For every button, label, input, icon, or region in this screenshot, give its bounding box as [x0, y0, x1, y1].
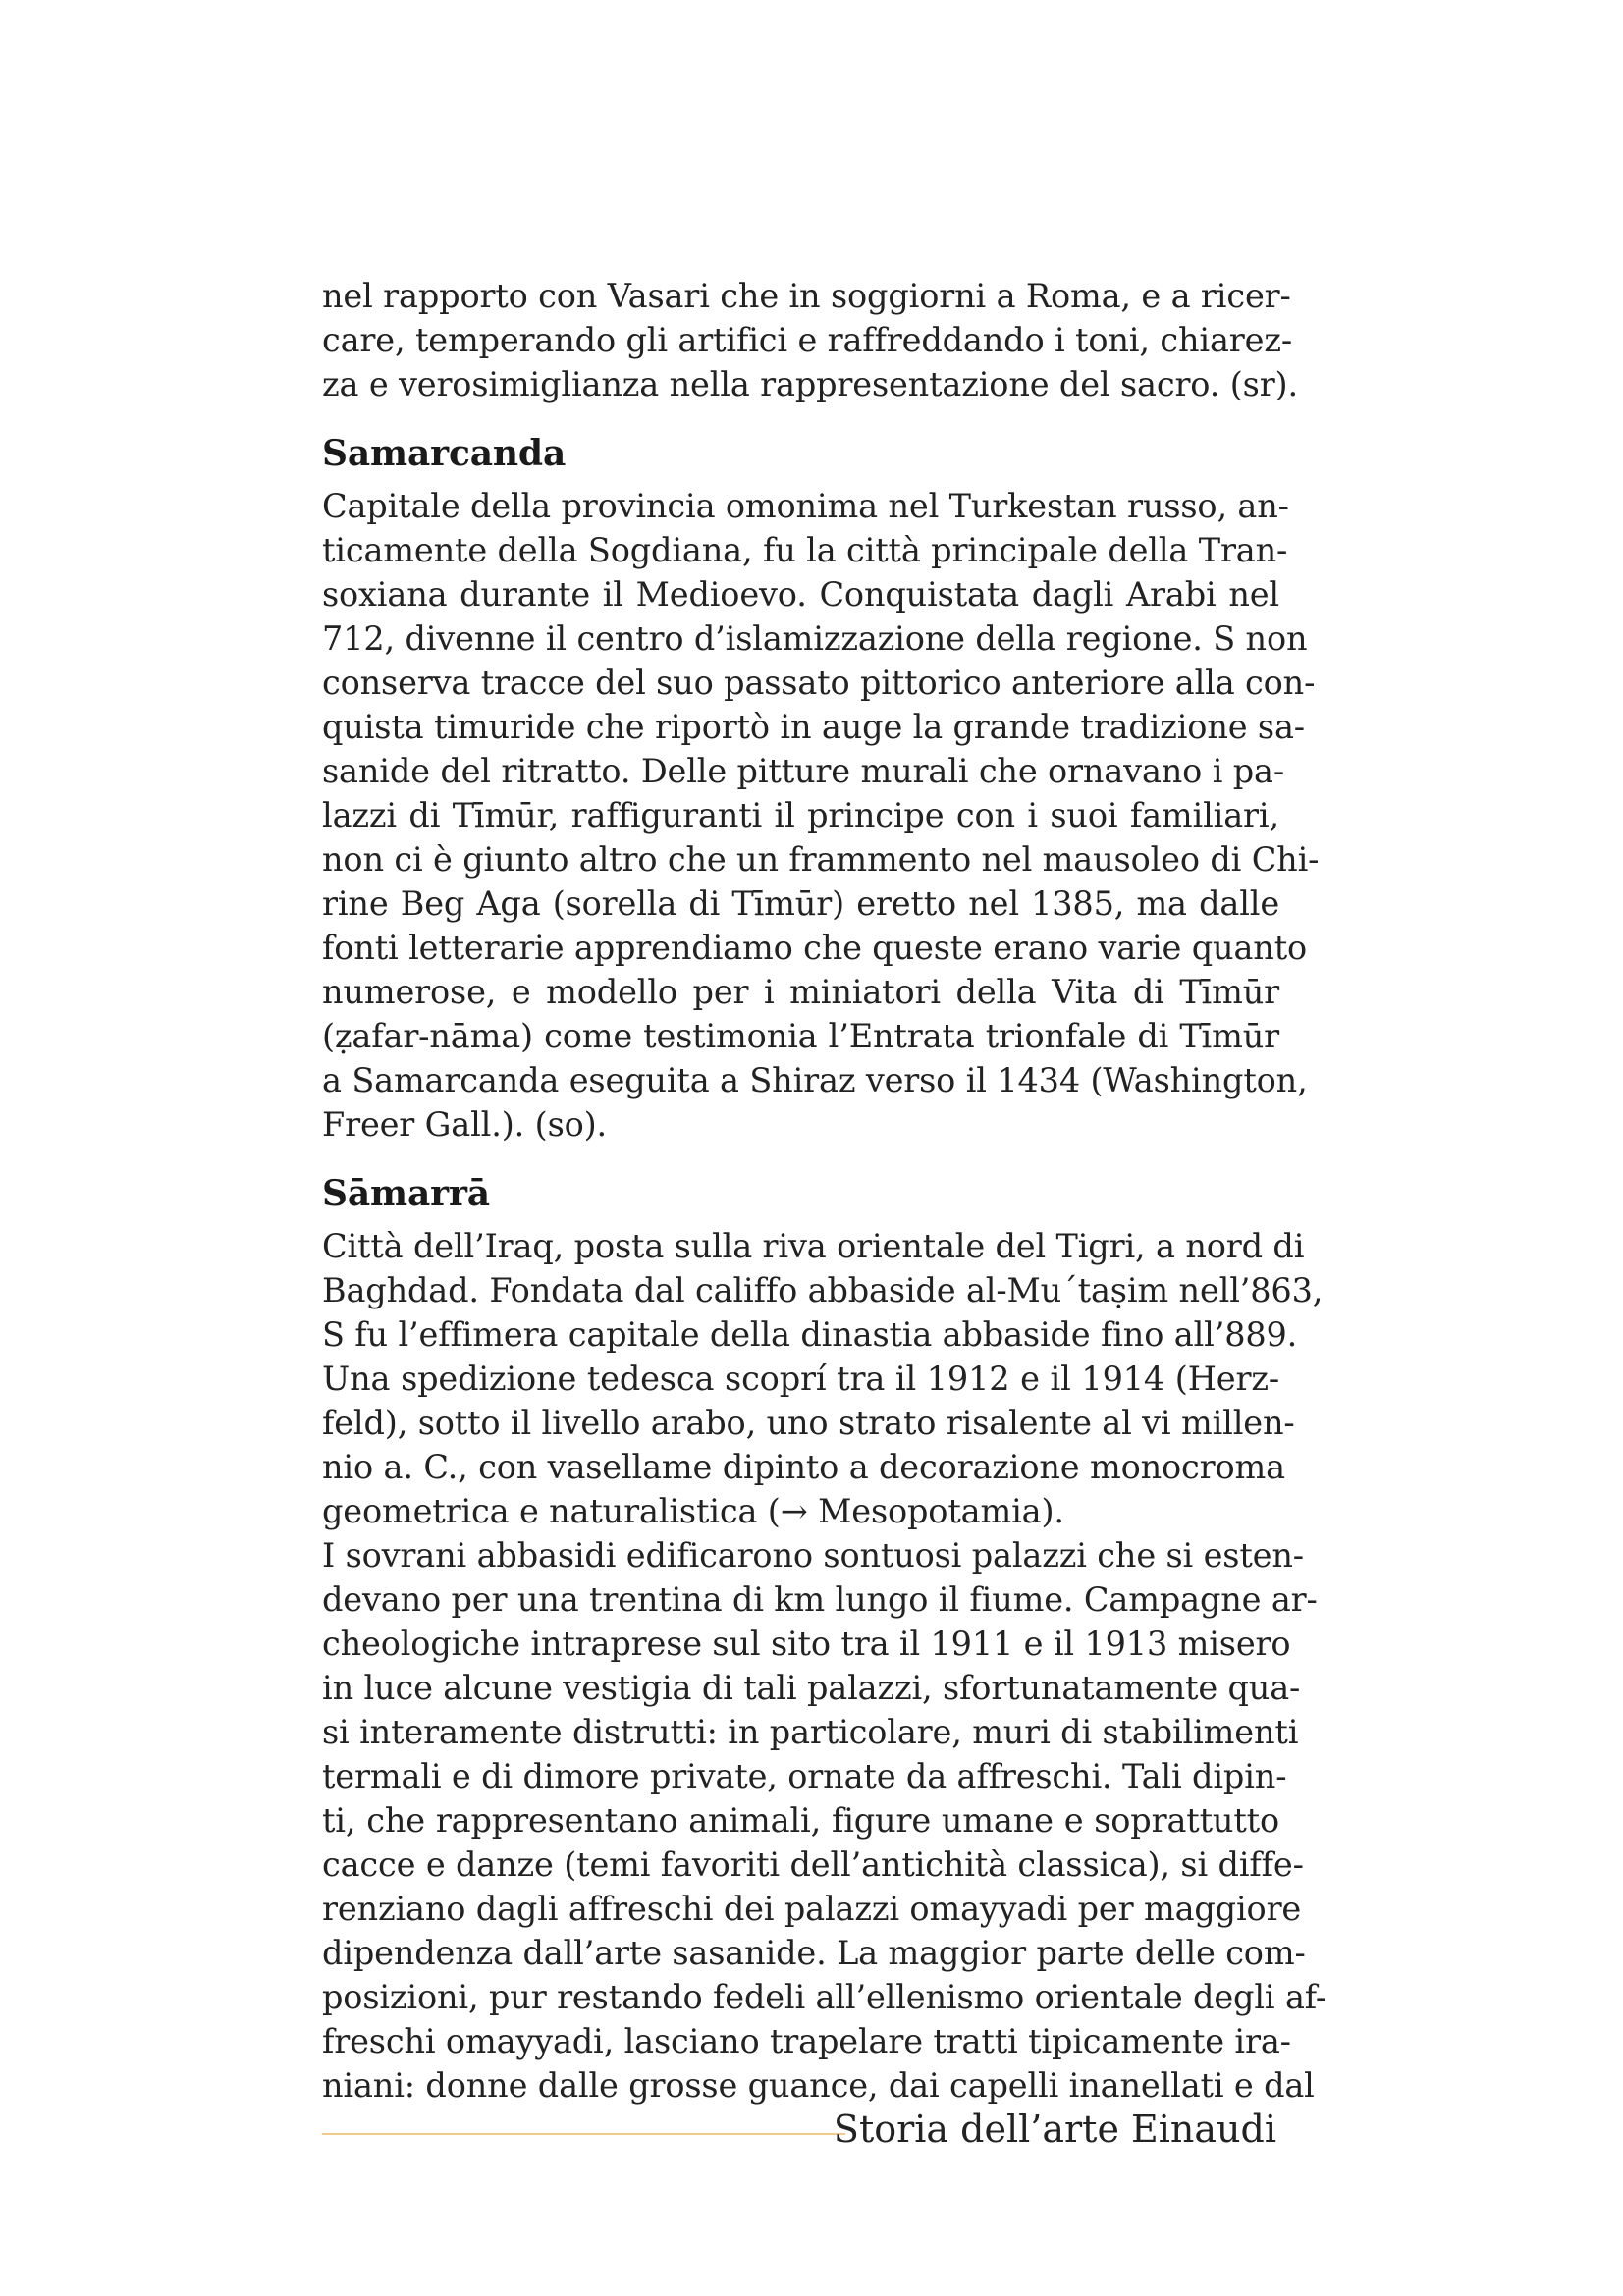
text-line: geometrica e naturalistica (→ Mesopotamia). [322, 1492, 1064, 1530]
text-column [322, 274, 1326, 2108]
text-line: conserva tracce del suo passato pittorico anteriore alla con- [322, 664, 1316, 702]
text-line: cacce e danze (temi favoriti dell’antichità classica), si diffe- [322, 1845, 1304, 1884]
text-line: posizioni, pur restando fedeli all’ellenismo orientale degli af- [322, 1978, 1326, 2016]
text-line: ti, che rappresentano animali, figure umane e soprattutto [322, 1801, 1279, 1840]
text-line: renziano dagli affreschi dei palazzi omayyadi per maggiore [322, 1890, 1302, 1928]
text-line: care, temperando gli artifici e raffreddando i toni, chiarez- [322, 321, 1292, 359]
text-line: Città dell’Iraq, posta sulla riva orientale del Tigri, a nord di [322, 1227, 1305, 1265]
intro-paragraph [322, 274, 1298, 406]
entry-heading: Samarcanda [322, 433, 567, 474]
entry-samarcanda [322, 432, 1320, 1147]
text-line: S fu l’effimera capitale della dinastia abbaside fino all’889. [322, 1315, 1298, 1354]
text-line: (ẓafar-nāma) come testimonia l’Entrata trionfale di Tīmūr [322, 1017, 1279, 1055]
text-line: dipendenza dall’arte sasanide. La maggior parte delle com- [322, 1934, 1306, 1972]
text-line: Baghdad. Fondata dal califfo abbaside al-Mu´taṣim nell’863, [322, 1271, 1324, 1309]
entry-heading: Sāmarrā [322, 1173, 490, 1214]
text-line: niani: donne dalle grosse guance, dai capelli inanellati e dal [322, 2066, 1315, 2105]
text-line: non ci è giunto altro che un frammento nel mausoleo di Chi- [322, 840, 1320, 879]
text-line: 712, divenne il centro d’islamizzazione della regione. S non [322, 619, 1308, 658]
text-line: termali e di dimore private, ornate da affreschi. Tali dipin- [322, 1757, 1287, 1795]
text-line: a Samarcanda eseguita a Shiraz verso il 1434 (Washington, [322, 1061, 1308, 1099]
text-line: ticamente della Sogdiana, fu la città principale della Tran- [322, 531, 1288, 569]
text-line: lazzi di Tīmūr, raffiguranti il principe con i suoi familiari, [322, 796, 1279, 834]
text-line: nel rapporto con Vasari che in soggiorni a Roma, e a ricer- [322, 277, 1291, 315]
text-line: Una spedizione tedesca scoprí tra il 1912 e il 1914 (Herz- [322, 1360, 1279, 1398]
text-line: numerose, e modello per i miniatori della Vita di Tīmūr [322, 973, 1279, 1011]
text-line: I sovrani abbasidi edificarono sontuosi palazzi che si esten- [322, 1536, 1304, 1575]
text-line: soxiana durante il Medioevo. Conquistata dagli Arabi nel [322, 575, 1279, 614]
text-line: Capitale della provincia omonima nel Turkestan russo, an- [322, 487, 1289, 525]
text-line: fonti letterarie apprendiamo che queste erano varie quanto [322, 929, 1308, 967]
text-line: quista timuride che riportò in auge la grande tradizione sa- [322, 708, 1305, 746]
text-line: si interamente distrutti: in particolare, muri di stabilimenti [322, 1713, 1299, 1751]
footer-rule [322, 2133, 845, 2135]
text-line: devano per una trentina di km lungo il fiume. Campagne ar- [322, 1580, 1318, 1619]
text-line: feld), sotto il livello arabo, uno strato risalente al vi millen- [322, 1404, 1295, 1442]
text-line: sanide del ritratto. Delle pitture murali che ornavano i pa- [322, 752, 1285, 790]
text-line: nio a. C., con vasellame dipinto a decorazione monocroma [322, 1448, 1285, 1486]
text-line: freschi omayyadi, lasciano trapelare tratti tipicamente ira- [322, 2022, 1291, 2060]
text-line: rine Beg Aga (sorella di Tīmūr) eretto nel 1385, ma dalle [322, 884, 1279, 923]
text-line: in luce alcune vestigia di tali palazzi, sfortunatamente qua- [322, 1669, 1301, 1707]
footer-title: Storia dell’arte Einaudi [833, 2108, 1276, 2151]
entry-samarra [322, 1172, 1326, 2108]
text-line: Freer Gall.). (so). [322, 1105, 608, 1144]
text-line: cheologiche intraprese sul sito tra il 1911 e il 1913 misero [322, 1625, 1291, 1663]
text-line: za e verosimiglianza nella rappresentazione del sacro. (sr). [322, 365, 1298, 403]
